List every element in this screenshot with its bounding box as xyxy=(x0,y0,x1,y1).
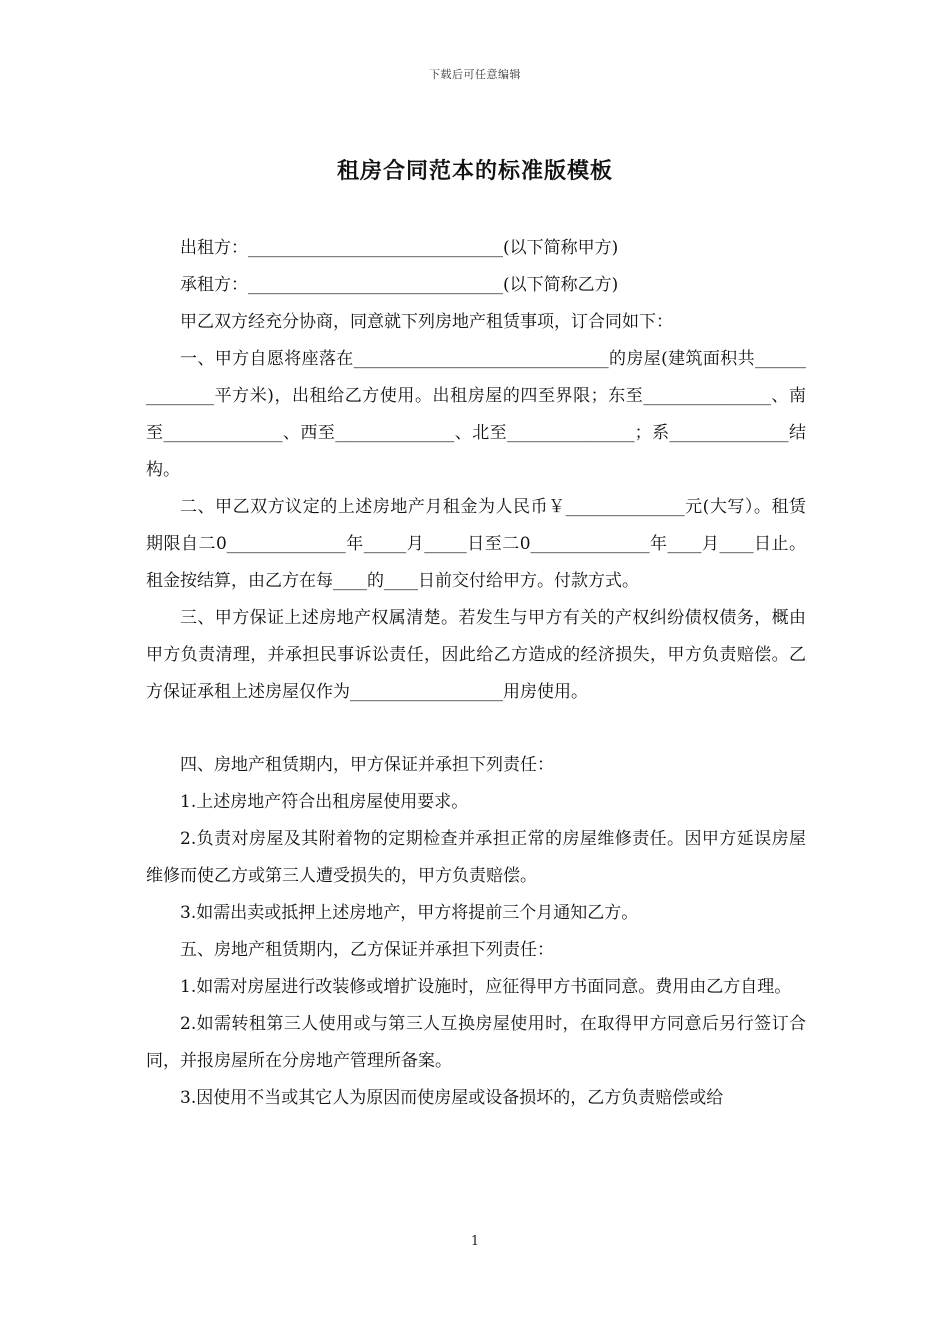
document-title: 租房合同范本的标准版模板 xyxy=(336,158,613,184)
clause-4-item-1: 1.上述房地产符合出租房屋使用要求。 xyxy=(180,792,469,812)
header-note: 下载后可任意编辑 xyxy=(429,68,521,81)
lessor-line: 出租方：______________________________(以下简称甲方) xyxy=(180,238,619,258)
clause-5-heading: 五、房地产租赁期内，乙方保证并承担下列责任： xyxy=(180,940,554,960)
clause-1-paragraph: 一、甲方自愿将座落在______________________________的房屋(建筑面积共______________平方米)，出租给乙方使用。出租房屋的四至界限；东至_______________、南至______________、西至______________、北至_______________；系______________结构。 xyxy=(146,349,806,480)
clause-3-paragraph: 三、甲方保证上述房地产权属清楚。若发生与甲方有关的产权纠纷债权债务，概由甲方负责清理，并承担民事诉讼责任，因此给乙方造成的经济损失，甲方负责赔偿。乙方保证承租上述房屋仅作为__________________用房使用。 xyxy=(146,608,806,702)
clause-4-heading: 四、房地产租赁期内，甲方保证并承担下列责任： xyxy=(180,755,554,775)
lessee-line: 承租方：______________________________(以下简称乙方) xyxy=(180,275,619,295)
clause-2-paragraph: 二、甲乙双方议定的上述房地产月租金为人民币￥______________元(大写）。租赁期限自二0______________年_____月_____日至二0______________年____月____日止。租金按结算，由乙方在每____的____日前交付给甲方。付款方式。 xyxy=(146,497,806,591)
clause-4-item-2: 2.负责对房屋及其附着物的定期检查并承担正常的房屋维修责任。因甲方延误房屋维修而使乙方或第三人遭受损失的，甲方负责赔偿。 xyxy=(146,829,806,886)
document-body xyxy=(146,230,806,1117)
clause-4-item-3: 3.如需出卖或抵押上述房地产，甲方将提前三个月通知乙方。 xyxy=(180,903,639,923)
clause-5-item-3: 3.因使用不当或其它人为原因而使房屋或设备损坏的，乙方负责赔偿或给 xyxy=(180,1088,724,1108)
clause-5-item-2: 2.如需转租第三人使用或与第三人互换房屋使用时，在取得甲方同意后另行签订合同，并报房屋所在分房地产管理所备案。 xyxy=(146,1014,806,1071)
clause-5-item-1: 1.如需对房屋进行改装修或增扩设施时，应征得甲方书面同意。费用由乙方自理。 xyxy=(180,977,792,997)
page-number: 1 xyxy=(470,1234,480,1249)
preamble-paragraph: 甲乙双方经充分协商，同意就下列房地产租赁事项，订合同如下： xyxy=(180,312,673,332)
